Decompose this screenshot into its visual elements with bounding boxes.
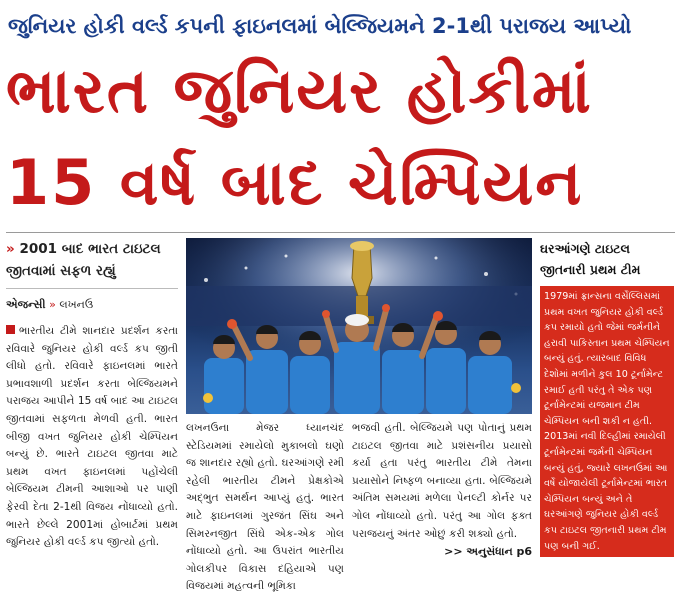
- sidebar-title: ઘરઆંગણે ટાઇટલ જીતનારી પ્રથમ ટીમ: [540, 241, 641, 277]
- team-celebration-photo: [186, 238, 532, 414]
- story-column-1: [6, 238, 178, 582]
- headline-rule: [6, 232, 675, 233]
- photo-illustration: [186, 238, 532, 414]
- subheadline-text: 2001 બાદ ભારત ટાઇટલ જીતવામાં સફળ રહ્યું: [6, 241, 161, 279]
- story-body-col1-text: ભારતીય ટીમે શાનદાર પ્રદર્શન કરતા રવિવારે જુનિયર હોકી વર્લ્ડ કપ જીતી લીધો હતો. રવિવારે ફાઇનલમાં ભારતે પ્રભાવશાળી પ્રદર્શન કરતા બેલ્જિયમને પરાજય આપીને 15 વર્ષ બાદ આ ટાઇટલ જીતવામાં સફળતા મેળવી હતી. ભારત બીજી વખત જુનિયર હોકી ચેમ્પિયન બન્યું છે. ભારતે ટાઇટલ જીતવા માટે પ્રથમ વખત ફાઇનલમાં પહોંચેલી બેલ્જિયમ ટીમની આશાઓ પર પાણી ફેરવી દેતા 2-1થી વિજય નોંધાવ્યો હતો. ભારતે છેલ્લે 2001માં હોબાર્ટમાં પ્રથમ જુનિયર હોકી વર્લ્ડ કપ જીત્યો હતો.: [6, 325, 178, 549]
- subheadline: [6, 238, 178, 282]
- sidebar-body: 1979માં ફ્રાન્સના વર્સેલ્લિસમાં પ્રથમ વખત જુનિયર હોકી વર્લ્ડ કપ રમાયો હતો જેમાં જર્મનીને હરાવી પાકિસ્તાન પ્રથમ ચેમ્પિયન બન્યું હતું. ત્યારબાદ વિવિધ દેશોમાં મળીને કુલ 10 ટૂર્નામેન્ટ રમાઈ હતી પરંતુ તે એક પણ ટૂર્નામેન્ટમાં યજમાન ટીમ ચેમ્પિયન બની શકી ન હતી. 2013માં નવી દિલ્હીમાં રમાયેલી ટૂર્નામેન્ટમાં જર્મની ચેમ્પિયન બન્યું હતું, જ્યારે લખનઉમાં આ વર્ષે યોજાયેલી ટૂર્નામેન્ટમાં ભારત ચેમ્પિયન બન્યું અને તે ઘરઆંગણે જુનિયર હોકી વર્લ્ડ કપ ટાઇટલ જીતનારી પ્રથમ ટીમ પણ બની ગઈ.: [540, 286, 674, 557]
- byline: [6, 297, 178, 313]
- kicker-headline: જુનિયર હોકી વર્લ્ડ કપની ફાઇનલમાં બેલ્જિયમને 2-1થી પરાજય આપ્યો: [8, 14, 632, 38]
- story-column-3: [352, 420, 532, 580]
- story-body-col2: લખનઉના મેજર ધ્યાનચંદ સ્ટેડિયમમાં રમાયેલો મુકાબલો ઘણો જ શાનદાર રહ્યો હતો. ઘરઆંગણે રમી રહેલી ભારતીય ટીમને પ્રેક્ષકોએ અદ્ભુત સમર્થન આપ્યું હતું. ભારત માટે ફાઇનલમાં ગુરજંત સિંઘ અને સિમરનજીત સિંઘે એક-એક ગોલ નોંધાવ્યો હતો. આ ઉપરાંત ભારતીય ગોલકીપર વિકાસ દહિયાએ પણ વિજયમાં મહત્વની ભૂમિકા: [186, 422, 344, 593]
- story-column-2: [186, 420, 344, 593]
- main-headline-line-1: ભારત જુનિયર હોકીમાં: [6, 54, 593, 127]
- main-headline-line-2: 15 વર્ષ બાદ ચેમ્પિયન: [6, 146, 584, 219]
- subhead-divider: [6, 288, 178, 289]
- sidebar-box: [540, 238, 674, 582]
- story-body-col1: [6, 323, 178, 552]
- byline-place: લખનઉ: [59, 298, 94, 311]
- story-body-col3: ભજવી હતી. બેલ્જિયમે પણ પોતાનું પ્રથમ ટાઇટલ જીતવા માટે પ્રશંસનીય પ્રયાસો કર્યા હતા પરંતુ ભારતીય ટીમે તેમના પ્રયાસોને નિષ્ફળ બનાવ્યા હતા. બેલ્જિયમે અંતિમ સમયમાં મળેલા પેનલ્ટી કોર્નર પર ગોલ નોંધાવ્યો હતો. પરંતુ આ ગોલ ફક્ત પરાજયનું અંતર ઓછું કરી શક્યો હતો.: [352, 422, 532, 540]
- double-arrow-icon: »: [6, 241, 15, 257]
- byline-separator: »: [49, 298, 56, 311]
- byline-agency: એજન્સી: [6, 298, 46, 311]
- continued-on-page: >> અનુસંધાન p6: [444, 545, 532, 559]
- paragraph-square-icon: [6, 325, 15, 334]
